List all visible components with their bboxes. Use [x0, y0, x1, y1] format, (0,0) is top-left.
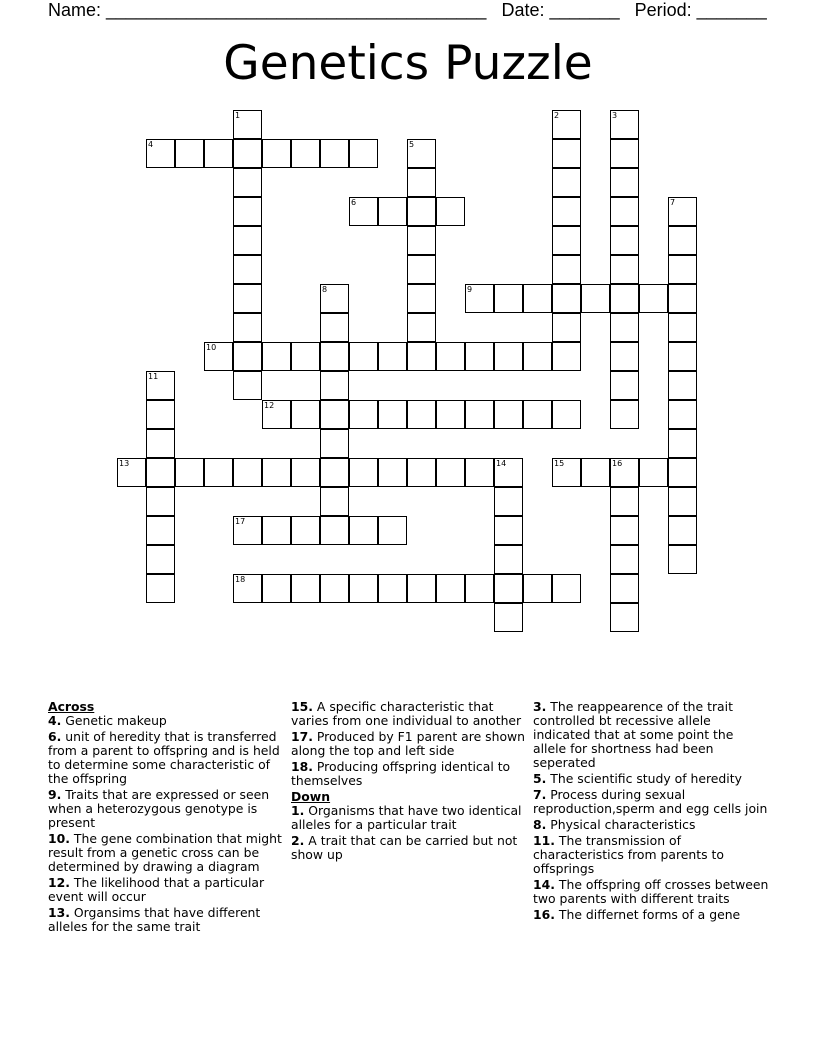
- grid-cell[interactable]: [668, 545, 697, 574]
- clue-number: 17.: [291, 729, 313, 744]
- grid-cell[interactable]: [349, 574, 378, 603]
- grid-cell[interactable]: [494, 516, 523, 545]
- name-blank[interactable]: ______________________________________: [106, 0, 487, 20]
- clue-text: A trait that can be carried but not show up: [291, 833, 518, 862]
- period-label: Period:: [634, 0, 692, 20]
- clue-across-9: [48, 788, 284, 830]
- clue-number: 16.: [533, 907, 555, 922]
- clues-column-2: [291, 700, 527, 864]
- grid-cell[interactable]: [320, 458, 349, 487]
- clue-text: The reappearence of the trait controlled bt recessive allele indicated that at some point the allele for shortness had been seperated: [533, 699, 734, 770]
- grid-cell[interactable]: [175, 139, 204, 168]
- clue-text: Genetic makeup: [65, 713, 167, 728]
- grid-cell[interactable]: [233, 313, 262, 342]
- grid-cell[interactable]: [233, 168, 262, 197]
- grid-cell[interactable]: [233, 342, 262, 371]
- clue-number: 6.: [48, 729, 62, 744]
- grid-cell[interactable]: [610, 400, 639, 429]
- grid-cell[interactable]: [320, 400, 349, 429]
- grid-cell[interactable]: [668, 197, 697, 226]
- grid-cell[interactable]: [407, 400, 436, 429]
- grid-cell[interactable]: [552, 255, 581, 284]
- grid-cell[interactable]: [639, 284, 668, 313]
- puzzle-title: Genetics Puzzle: [223, 36, 593, 91]
- grid-cell[interactable]: [320, 516, 349, 545]
- grid-cell[interactable]: [465, 400, 494, 429]
- grid-cell[interactable]: [349, 197, 378, 226]
- cell-number: 5: [409, 140, 415, 149]
- grid-cell[interactable]: [407, 168, 436, 197]
- cell-number: 14: [496, 459, 507, 468]
- grid-cell[interactable]: [610, 603, 639, 632]
- grid-cell[interactable]: [233, 574, 262, 603]
- grid-cell[interactable]: [523, 400, 552, 429]
- date-blank[interactable]: _______: [549, 0, 620, 20]
- grid-cell[interactable]: [552, 168, 581, 197]
- clue-text: Physical characteristics: [550, 817, 696, 832]
- grid-cell[interactable]: [436, 458, 465, 487]
- grid-cell[interactable]: [610, 255, 639, 284]
- grid-cell[interactable]: [610, 545, 639, 574]
- grid-cell[interactable]: [146, 458, 175, 487]
- grid-cell[interactable]: [610, 226, 639, 255]
- grid-cell[interactable]: [233, 197, 262, 226]
- clue-across-15: [291, 700, 527, 728]
- grid-cell[interactable]: [378, 400, 407, 429]
- grid-cell[interactable]: [610, 197, 639, 226]
- grid-cell[interactable]: [552, 110, 581, 139]
- grid-cell[interactable]: [291, 400, 320, 429]
- grid-cell[interactable]: [668, 487, 697, 516]
- grid-cell[interactable]: [262, 342, 291, 371]
- grid-cell[interactable]: [378, 574, 407, 603]
- clue-text: Producing offspring identical to themselves: [291, 759, 511, 788]
- grid-cell[interactable]: [668, 516, 697, 545]
- grid-cell[interactable]: [146, 400, 175, 429]
- clue-text: The offspring off crosses between two parents with different traits: [533, 877, 769, 906]
- clue-text: Traits that are expressed or seen when a heterozygous genotype is present: [48, 787, 270, 830]
- grid-cell[interactable]: [320, 284, 349, 313]
- cell-number: 1: [235, 111, 241, 120]
- grid-cell[interactable]: [436, 342, 465, 371]
- clue-text: unit of heredity that is transferred from a parent to offspring and is held to determine some characteristic of the offspring: [48, 729, 280, 786]
- grid-cell[interactable]: [552, 226, 581, 255]
- clues-column-3: [533, 700, 769, 924]
- grid-cell[interactable]: [146, 487, 175, 516]
- grid-cell[interactable]: [320, 342, 349, 371]
- grid-cell[interactable]: [233, 226, 262, 255]
- grid-cell[interactable]: [668, 226, 697, 255]
- grid-cell[interactable]: [552, 313, 581, 342]
- clue-across-13: [48, 906, 284, 934]
- grid-cell[interactable]: [349, 139, 378, 168]
- grid-cell[interactable]: [436, 400, 465, 429]
- grid-cell[interactable]: [523, 574, 552, 603]
- grid-cell[interactable]: [204, 458, 233, 487]
- grid-cell[interactable]: [668, 342, 697, 371]
- grid-cell[interactable]: [610, 168, 639, 197]
- grid-cell[interactable]: [494, 400, 523, 429]
- grid-cell[interactable]: [436, 197, 465, 226]
- grid-cell[interactable]: [610, 313, 639, 342]
- grid-cell[interactable]: [378, 197, 407, 226]
- clue-number: 5.: [533, 771, 547, 786]
- grid-cell[interactable]: [407, 255, 436, 284]
- clue-number: 2.: [291, 833, 305, 848]
- grid-cell[interactable]: [610, 487, 639, 516]
- clue-number: 14.: [533, 877, 555, 892]
- grid-cell[interactable]: [581, 458, 610, 487]
- cell-number: 15: [554, 459, 565, 468]
- cell-number: 11: [148, 372, 159, 381]
- grid-cell[interactable]: [378, 342, 407, 371]
- grid-cell[interactable]: [262, 400, 291, 429]
- grid-cell[interactable]: [407, 139, 436, 168]
- clue-text: The likelihood that a particular event will occur: [48, 875, 265, 904]
- grid-cell[interactable]: [407, 197, 436, 226]
- clue-text: Organsims that have different alleles for the same trait: [48, 905, 261, 934]
- grid-cell[interactable]: [233, 139, 262, 168]
- grid-cell[interactable]: [378, 516, 407, 545]
- cell-number: 17: [235, 517, 246, 526]
- cell-number: 12: [264, 401, 275, 410]
- grid-cell[interactable]: [233, 516, 262, 545]
- grid-cell[interactable]: [465, 342, 494, 371]
- grid-cell[interactable]: [494, 487, 523, 516]
- grid-cell[interactable]: [233, 371, 262, 400]
- grid-cell[interactable]: [668, 313, 697, 342]
- grid-cell[interactable]: [320, 574, 349, 603]
- clue-text: Process during sexual reproduction,sperm and egg cells join: [533, 787, 768, 816]
- grid-cell[interactable]: [494, 603, 523, 632]
- grid-cell[interactable]: [407, 284, 436, 313]
- grid-cell[interactable]: [552, 400, 581, 429]
- cell-number: 9: [467, 285, 473, 294]
- grid-cell[interactable]: [610, 371, 639, 400]
- grid-cell[interactable]: [523, 342, 552, 371]
- clue-text: A specific characteristic that varies from one individual to another: [291, 699, 522, 728]
- clue-number: 18.: [291, 759, 313, 774]
- cell-number: 4: [148, 140, 154, 149]
- cell-number: 2: [554, 111, 560, 120]
- grid-cell[interactable]: [436, 574, 465, 603]
- grid-cell[interactable]: [204, 139, 233, 168]
- grid-cell[interactable]: [610, 342, 639, 371]
- grid-cell[interactable]: [320, 313, 349, 342]
- grid-cell[interactable]: [233, 255, 262, 284]
- grid-cell[interactable]: [407, 226, 436, 255]
- cell-number: 18: [235, 575, 246, 584]
- clue-across-6: [48, 730, 284, 786]
- grid-cell[interactable]: [465, 284, 494, 313]
- clue-down-7: [533, 788, 769, 816]
- grid-cell[interactable]: [291, 458, 320, 487]
- cell-number: 3: [612, 111, 618, 120]
- clue-down-14: [533, 878, 769, 906]
- grid-cell[interactable]: [494, 574, 523, 603]
- clue-down-2: [291, 834, 527, 862]
- grid-cell[interactable]: [407, 458, 436, 487]
- grid-cell[interactable]: [146, 545, 175, 574]
- clue-across-12: [48, 876, 284, 904]
- grid-cell[interactable]: [262, 458, 291, 487]
- grid-cell[interactable]: [407, 342, 436, 371]
- grid-cell[interactable]: [581, 284, 610, 313]
- grid-cell[interactable]: [552, 197, 581, 226]
- grid-cell[interactable]: [320, 487, 349, 516]
- grid-cell[interactable]: [552, 284, 581, 313]
- grid-cell[interactable]: [552, 342, 581, 371]
- grid-cell[interactable]: [349, 400, 378, 429]
- name-label: Name:: [48, 0, 102, 20]
- clue-number: 15.: [291, 699, 313, 714]
- clue-number: 8.: [533, 817, 547, 832]
- clue-text: Organisms that have two identical alleles for a particular trait: [291, 803, 522, 832]
- clue-number: 9.: [48, 787, 62, 802]
- clue-text: The gene combination that might result from a genetic cross can be determined by drawing a diagram: [48, 831, 282, 874]
- clue-across-18: [291, 760, 527, 788]
- grid-cell[interactable]: [610, 110, 639, 139]
- cell-number: 16: [612, 459, 623, 468]
- clue-across-17: [291, 730, 527, 758]
- grid-cell[interactable]: [610, 284, 639, 313]
- grid-cell[interactable]: [668, 400, 697, 429]
- clue-text: The scientific study of heredity: [550, 771, 742, 786]
- grid-cell[interactable]: [349, 458, 378, 487]
- grid-cell[interactable]: [494, 284, 523, 313]
- grid-cell[interactable]: [668, 255, 697, 284]
- grid-cell[interactable]: [204, 342, 233, 371]
- clue-text: The transmission of characteristics from parents to offsprings: [533, 833, 724, 876]
- grid-cell[interactable]: [291, 516, 320, 545]
- grid-cell[interactable]: [262, 139, 291, 168]
- clue-down-16: [533, 908, 769, 922]
- grid-cell[interactable]: [494, 545, 523, 574]
- clues-column-1: [48, 700, 284, 936]
- grid-cell[interactable]: [320, 139, 349, 168]
- clue-number: 12.: [48, 875, 70, 890]
- cell-number: 7: [670, 198, 676, 207]
- grid-cell[interactable]: [610, 458, 639, 487]
- clue-down-8: [533, 818, 769, 832]
- grid-cell[interactable]: [465, 458, 494, 487]
- grid-cell[interactable]: [552, 574, 581, 603]
- grid-cell[interactable]: [610, 574, 639, 603]
- grid-cell[interactable]: [291, 574, 320, 603]
- grid-cell[interactable]: [262, 516, 291, 545]
- grid-cell[interactable]: [552, 458, 581, 487]
- grid-cell[interactable]: [320, 371, 349, 400]
- grid-cell[interactable]: [349, 516, 378, 545]
- grid-cell[interactable]: [668, 284, 697, 313]
- grid-cell[interactable]: [523, 284, 552, 313]
- clue-number: 1.: [291, 803, 305, 818]
- clue-text: Produced by F1 parent are shown along the top and left side: [291, 729, 526, 758]
- clue-number: 11.: [533, 833, 555, 848]
- grid-cell[interactable]: [378, 458, 407, 487]
- grid-cell[interactable]: [146, 516, 175, 545]
- clue-down-3: [533, 700, 769, 770]
- grid-cell[interactable]: [117, 458, 146, 487]
- grid-cell[interactable]: [668, 458, 697, 487]
- grid-cell[interactable]: [552, 139, 581, 168]
- grid-cell[interactable]: [233, 110, 262, 139]
- cell-number: 6: [351, 198, 357, 207]
- grid-cell[interactable]: [407, 313, 436, 342]
- grid-cell[interactable]: [233, 284, 262, 313]
- clue-down-11: [533, 834, 769, 876]
- cell-number: 13: [119, 459, 130, 468]
- grid-cell[interactable]: [639, 458, 668, 487]
- clue-number: 10.: [48, 831, 70, 846]
- grid-cell[interactable]: [291, 342, 320, 371]
- grid-cell[interactable]: [494, 342, 523, 371]
- grid-cell[interactable]: [320, 429, 349, 458]
- grid-cell[interactable]: [349, 342, 378, 371]
- grid-cell[interactable]: [146, 429, 175, 458]
- clue-down-1: [291, 804, 527, 832]
- grid-cell[interactable]: [233, 458, 262, 487]
- clue-down-5: [533, 772, 769, 786]
- date-label: Date:: [501, 0, 545, 20]
- clue-text: The differnet forms of a gene: [558, 907, 741, 922]
- cell-number: 10: [206, 343, 217, 352]
- down-heading: Down: [291, 789, 331, 804]
- clue-across-4: [48, 714, 284, 728]
- grid-cell[interactable]: [610, 516, 639, 545]
- clue-across-10: [48, 832, 284, 874]
- grid-cell[interactable]: [262, 574, 291, 603]
- cell-number: 8: [322, 285, 328, 294]
- grid-cell[interactable]: [291, 139, 320, 168]
- grid-cell[interactable]: [668, 371, 697, 400]
- grid-cell[interactable]: [175, 458, 204, 487]
- clue-number: 7.: [533, 787, 547, 802]
- grid-cell[interactable]: [494, 458, 523, 487]
- period-blank[interactable]: _______: [696, 0, 767, 20]
- grid-cell[interactable]: [407, 574, 436, 603]
- grid-cell[interactable]: [610, 139, 639, 168]
- clue-number: 4.: [48, 713, 62, 728]
- clue-number: 3.: [533, 699, 547, 714]
- across-heading: Across: [48, 699, 95, 714]
- grid-cell[interactable]: [146, 371, 175, 400]
- grid-cell[interactable]: [465, 574, 494, 603]
- grid-cell[interactable]: [668, 429, 697, 458]
- grid-cell[interactable]: [146, 139, 175, 168]
- grid-cell[interactable]: [146, 574, 175, 603]
- clue-number: 13.: [48, 905, 70, 920]
